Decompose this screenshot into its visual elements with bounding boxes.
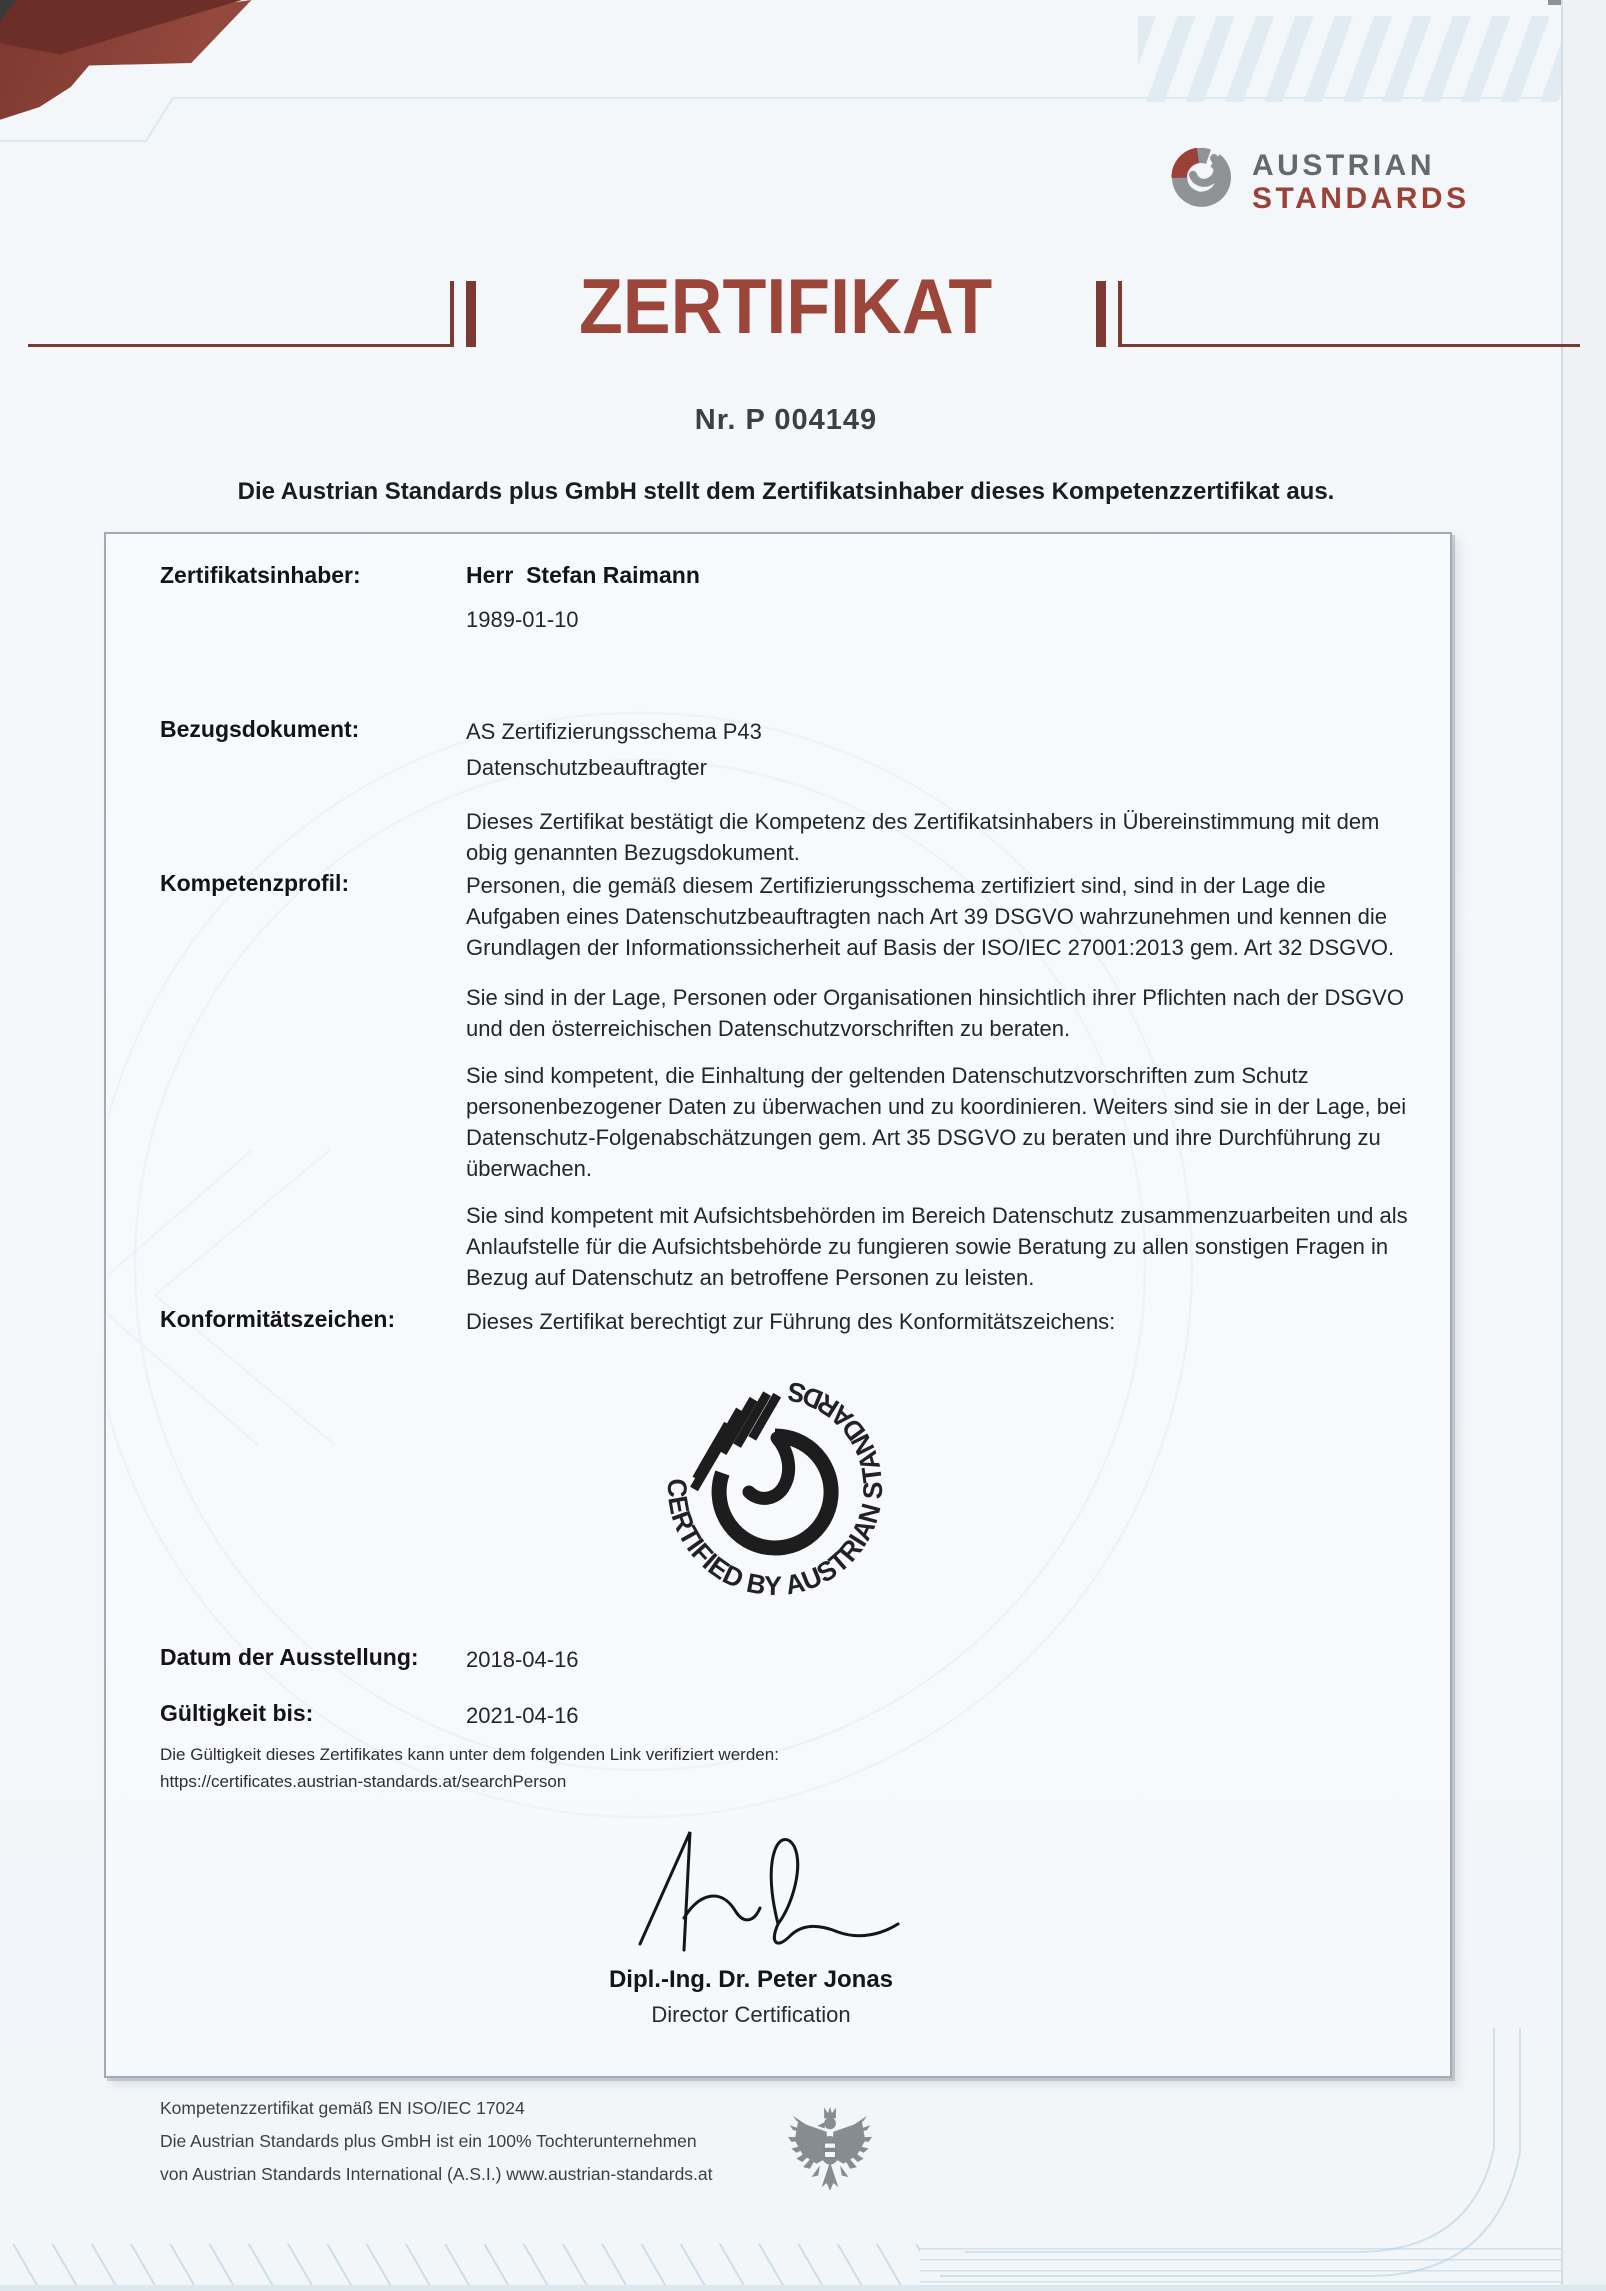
reference-confirmation-text: Dieses Zertifikat bestätigt die Kompetenz des Zertifikatsinhabers in Übereinstimmung mit dem obig genannten Bezugsdokument.: [466, 809, 1380, 865]
conformity-mark-text: Dieses Zertifikat berechtigt zur Führung des Konformitätszeichens:: [466, 1309, 1116, 1334]
diagonal-stripes-top-right: [1138, 16, 1562, 102]
competence-profile-label: Kompetenzprofil:: [160, 870, 350, 896]
signature-icon: [610, 1822, 910, 1954]
holder-birthdate: 1989-01-10: [466, 607, 579, 632]
reference-document-label: Bezugsdokument:: [160, 716, 360, 742]
competence-paragraph-1: Personen, die gemäß diesem Zertifizierungsschema zertifiziert sind, sind in der Lage die Aufgaben eines Datenschutzbeauftragten nach Art 39 DSGVO wahrzunehmen und kennen die Grundlagen der Informationssicherheit auf Basis der ISO/IEC 27001:2013 gem. Art 32 DSGVO.: [466, 873, 1395, 960]
reference-document-scheme: AS Zertifizierungsschema P43: [466, 719, 762, 744]
holder-label: Zertifikatsinhaber:: [160, 562, 361, 588]
austrian-eagle-icon: [788, 2106, 872, 2208]
holder-name: Herr Stefan Raimann: [466, 562, 700, 588]
verification-link: https://certificates.austrian-standards.at/searchPerson: [160, 1772, 567, 1791]
logo-word-standards: STANDARDS: [1252, 182, 1470, 215]
page-bottom-edge: [0, 2285, 1606, 2291]
competence-paragraph-4: Sie sind kompetent mit Aufsichtsbehörden im Bereich Datenschutz zusammenzuarbeiten und als Anlaufstelle für die Aufsichtsbehörde zu fungieren sowie Beratung zu allen sonstigen Fragen in Bezug auf Datenschutz an betroffene Personen zu leisten.: [466, 1203, 1408, 1290]
verification-note: Die Gültigkeit dieses Zertifikates kann unter dem folgenden Link verifiziert werden:: [160, 1745, 779, 1764]
footer-company-line: Die Austrian Standards plus GmbH ist ein 100% Tochterunternehmen: [160, 2131, 697, 2151]
validity-label: Gültigkeit bis:: [160, 1700, 314, 1726]
issue-date-label: Datum der Ausstellung:: [160, 1644, 419, 1670]
logo-word-austrian: AUSTRIAN: [1252, 149, 1435, 182]
title-rule-right: [1122, 344, 1580, 347]
signatory-role: Director Certification: [651, 2002, 851, 2027]
footer-parent-company-line: von Austrian Standards International (A.S.I.) www.austrian-standards.at: [160, 2164, 713, 2184]
title-wrap: [0, 264, 1572, 348]
conformity-mark-label: Konformitätszeichen:: [160, 1306, 396, 1332]
validity-value: 2021-04-16: [466, 1703, 579, 1728]
certified-by-austrian-standards-seal-icon: [627, 1340, 923, 1636]
competence-paragraph-3: Sie sind kompetent, die Einhaltung der geltenden Datenschutzvorschriften zum Schutz personenbezogener Daten zu überwachen und zu koordinieren. Weiters sind sie in der Lage, bei Datenschutz-Folgenabschätzungen gem. Art 35 DSGVO zu beraten und ihre Durchführung zu überwachen.: [466, 1063, 1407, 1181]
issue-date-value: 2018-04-16: [466, 1647, 579, 1672]
footer-standard-reference: Kompetenzzertifikat gemäß EN ISO/IEC 17024: [160, 2098, 525, 2118]
title-bar-right-thin: [1118, 281, 1122, 347]
page-title: ZERTIFIKAT: [579, 262, 993, 350]
signatory-name: Dipl.-Ing. Dr. Peter Jonas: [608, 1966, 894, 1993]
austrian-standards-wordmark: [1252, 150, 1470, 214]
competence-paragraph-2: Sie sind in der Lage, Personen oder Organisationen hinsichtlich ihrer Pflichten nach der DSGVO und den österreichischen Datenschutzvorschriften zu beraten.: [466, 985, 1404, 1041]
austrian-standards-logo-icon: [1166, 142, 1236, 212]
certificate-number: Nr. P 004149: [694, 404, 878, 436]
seal-text: CERTIFIED BY AUSTRIAN STANDARDS: [661, 1375, 889, 1602]
reference-document-role: Datenschutzbeauftragter: [466, 755, 707, 780]
title-bar-right-thick: [1096, 281, 1106, 347]
issuer-statement: Die Austrian Standards plus GmbH stellt dem Zertifikatsinhaber dieses Kompetenzzertifikat aus.: [237, 478, 1335, 505]
diagonal-hatch-bottom-left: [0, 2244, 920, 2291]
